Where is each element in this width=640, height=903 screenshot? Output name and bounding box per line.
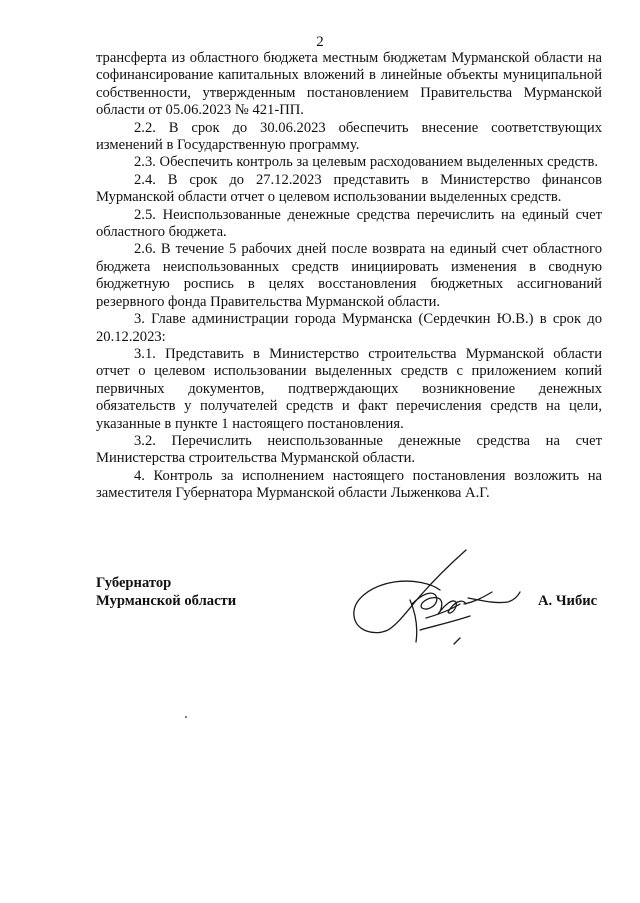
- paragraph-2-4: 2.4. В срок до 27.12.2023 представить в Министерство финансов Мурманской области отчет о целевом использовании выделенных средств.: [96, 171, 602, 206]
- page-number: 2: [316, 34, 324, 50]
- position-line-2: Мурманской области: [96, 592, 237, 609]
- paragraph-continuation: трансферта из областного бюджета местным бюджетам Мурманской области на софинансирование капитальных вложений в линейные объекты муниципальной собственности, утвержденным постановлением Правительства Мурманской области от 05.06.2023 № 421-ПП.: [96, 50, 602, 119]
- signatory-position: [96, 575, 236, 610]
- paragraph-3-1: 3.1. Представить в Министерство строительства Мурманской области отчет о целевом использовании выделенных средств с приложением копий первичных документов, подтверждающих возникновение денежных обязательств у получателей средств и факт перечисления средств на цели, указанные в пункте 1 настоящего постановления.: [96, 345, 602, 432]
- document-body: [96, 50, 602, 503]
- paragraph-3-2: 3.2. Перечислить неиспользованные денежные средства на счет Министерства строительства Мурманской области.: [96, 432, 602, 467]
- paragraph-3: 3. Главе администрации города Мурманска (Сердечкин Ю.В.) в срок до 20.12.2023:: [96, 311, 602, 345]
- paragraph-2-5: 2.5. Неиспользованные денежные средства перечислить на единый счет областного бюджета.: [96, 206, 602, 241]
- position-line-1: Губернатор: [96, 575, 172, 591]
- handwritten-signature-icon: [348, 538, 528, 648]
- paragraph-2-3: 2.3. Обеспечить контроль за целевым расходованием выделенных средств.: [134, 154, 599, 171]
- paragraph-2-6: 2.6. В течение 5 рабочих дней после возврата на единый счет областного бюджета неиспользованных средств инициировать изменения в сводную бюджетную роспись в целях восстановления бюджетных ассигнований резервного фонда Правительства Мурманской области.: [96, 241, 602, 310]
- paragraph-4: 4. Контроль за исполнением настоящего постановления возложить на заместителя Губернатора Мурманской области Лыженкова А.Г.: [96, 467, 602, 502]
- paragraph-2-2: 2.2. В срок до 30.06.2023 обеспечить внесение соответствующих изменений в Государственную программу.: [96, 119, 602, 154]
- scan-speck: [185, 716, 187, 718]
- signatory-name: А. Чибис: [538, 593, 598, 609]
